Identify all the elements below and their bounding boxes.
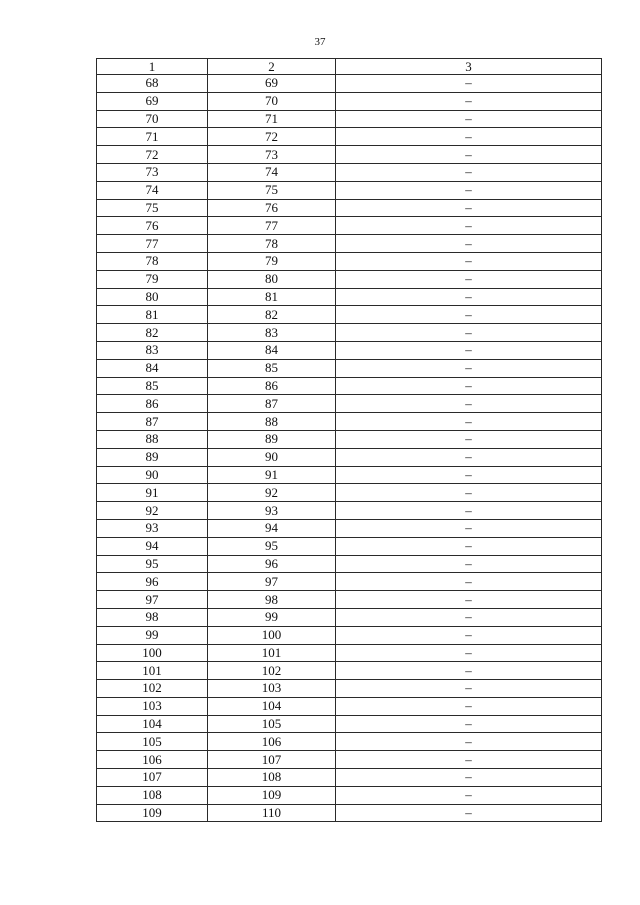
table-row [97, 697, 602, 715]
table-cell-col-1: 104 [97, 715, 208, 733]
table-row [97, 715, 602, 733]
table-row [97, 644, 602, 662]
table-row [97, 395, 602, 413]
table-cell-col-3: – [336, 217, 602, 235]
table-cell-col-2: 91 [208, 466, 336, 484]
table-row [97, 110, 602, 128]
table-cell-col-1: 89 [97, 448, 208, 466]
table-cell-col-1: 100 [97, 644, 208, 662]
table-row [97, 163, 602, 181]
table-cell-col-1: 109 [97, 804, 208, 822]
table-row [97, 733, 602, 751]
table-cell-col-2: 98 [208, 591, 336, 609]
table-cell-col-2: 107 [208, 751, 336, 769]
table-cell-col-1: 91 [97, 484, 208, 502]
table-cell-col-1: 82 [97, 324, 208, 342]
table-row [97, 484, 602, 502]
table-cell-col-2: 78 [208, 235, 336, 253]
table-cell-col-1: 87 [97, 413, 208, 431]
table-cell-col-2: 74 [208, 163, 336, 181]
table-cell-col-1: 70 [97, 110, 208, 128]
table-cell-col-2: 97 [208, 573, 336, 591]
table-row [97, 662, 602, 680]
data-table [96, 58, 602, 822]
table-cell-col-2: 76 [208, 199, 336, 217]
table-row [97, 751, 602, 769]
table-cell-col-2: 104 [208, 697, 336, 715]
table-cell-col-2: 87 [208, 395, 336, 413]
table-cell-col-3: – [336, 484, 602, 502]
table-cell-col-1: 88 [97, 430, 208, 448]
table-cell-col-3: – [336, 733, 602, 751]
table-cell-col-3: – [336, 786, 602, 804]
table-cell-col-3: – [336, 662, 602, 680]
table-cell-col-2: 77 [208, 217, 336, 235]
table-cell-col-2: 72 [208, 128, 336, 146]
table-cell-col-1: 79 [97, 270, 208, 288]
table-row [97, 359, 602, 377]
table-cell-col-1: 68 [97, 75, 208, 93]
table-cell-col-3: – [336, 92, 602, 110]
table-row [97, 804, 602, 822]
table-cell-col-1: 86 [97, 395, 208, 413]
table-cell-col-3: – [336, 341, 602, 359]
table-cell-col-3: – [336, 146, 602, 164]
table-row [97, 573, 602, 591]
table-cell-col-3: – [336, 270, 602, 288]
table-cell-col-3: – [336, 235, 602, 253]
table-row [97, 128, 602, 146]
table-row [97, 786, 602, 804]
table-cell-col-1: 81 [97, 306, 208, 324]
table-cell-col-1: 99 [97, 626, 208, 644]
table-row [97, 537, 602, 555]
table-cell-col-2: 73 [208, 146, 336, 164]
table-cell-col-3: – [336, 769, 602, 787]
table-cell-col-3: – [336, 359, 602, 377]
table-cell-col-1: 84 [97, 359, 208, 377]
table-cell-col-1: 92 [97, 502, 208, 520]
table-cell-col-2: 82 [208, 306, 336, 324]
table-cell-col-2: 94 [208, 519, 336, 537]
table-cell-col-3: – [336, 75, 602, 93]
table-cell-col-1: 94 [97, 537, 208, 555]
table-cell-col-2: 93 [208, 502, 336, 520]
table-cell-col-2: 75 [208, 181, 336, 199]
table-row [97, 769, 602, 787]
table-cell-col-3: – [336, 715, 602, 733]
table-row [97, 146, 602, 164]
table-cell-col-1: 107 [97, 769, 208, 787]
table-cell-col-2: 108 [208, 769, 336, 787]
table-row [97, 502, 602, 520]
table-cell-col-3: – [336, 751, 602, 769]
table-row [97, 608, 602, 626]
table-cell-col-1: 85 [97, 377, 208, 395]
table-cell-col-3: – [336, 199, 602, 217]
table-cell-col-3: – [336, 608, 602, 626]
table-cell-col-1: 69 [97, 92, 208, 110]
table-row [97, 235, 602, 253]
table-row [97, 306, 602, 324]
table-cell-col-1: 106 [97, 751, 208, 769]
table-row [97, 341, 602, 359]
table-cell-col-3: – [336, 306, 602, 324]
table-cell-col-2: 101 [208, 644, 336, 662]
table-cell-col-2: 90 [208, 448, 336, 466]
column-header-1: 1 [97, 59, 208, 75]
table-row [97, 324, 602, 342]
table-cell-col-3: – [336, 413, 602, 431]
table-cell-col-2: 71 [208, 110, 336, 128]
table-cell-col-2: 89 [208, 430, 336, 448]
table-cell-col-2: 92 [208, 484, 336, 502]
table-cell-col-1: 96 [97, 573, 208, 591]
table-cell-col-2: 99 [208, 608, 336, 626]
table-cell-col-2: 95 [208, 537, 336, 555]
table-cell-col-3: – [336, 163, 602, 181]
table-cell-col-2: 84 [208, 341, 336, 359]
table-cell-col-1: 103 [97, 697, 208, 715]
column-header-2: 2 [208, 59, 336, 75]
table-row [97, 430, 602, 448]
table-cell-col-1: 72 [97, 146, 208, 164]
table-row [97, 199, 602, 217]
table-cell-col-1: 74 [97, 181, 208, 199]
table-row [97, 288, 602, 306]
table-cell-col-2: 88 [208, 413, 336, 431]
table-cell-col-2: 86 [208, 377, 336, 395]
table-row [97, 519, 602, 537]
table-cell-col-1: 80 [97, 288, 208, 306]
table-cell-col-3: – [336, 466, 602, 484]
table-cell-col-2: 79 [208, 252, 336, 270]
table-body [97, 75, 602, 822]
header-row [97, 59, 602, 75]
table-cell-col-3: – [336, 804, 602, 822]
table-cell-col-3: – [336, 288, 602, 306]
table-cell-col-3: – [336, 324, 602, 342]
table-cell-col-2: 81 [208, 288, 336, 306]
table-row [97, 377, 602, 395]
table-cell-col-2: 96 [208, 555, 336, 573]
table-row [97, 680, 602, 698]
table-cell-col-1: 93 [97, 519, 208, 537]
table-cell-col-1: 101 [97, 662, 208, 680]
table-cell-col-3: – [336, 377, 602, 395]
table-row [97, 181, 602, 199]
table-cell-col-3: – [336, 680, 602, 698]
table-cell-col-2: 69 [208, 75, 336, 93]
table-row [97, 92, 602, 110]
table-cell-col-1: 97 [97, 591, 208, 609]
table-cell-col-1: 77 [97, 235, 208, 253]
table-row [97, 270, 602, 288]
table-cell-col-3: – [336, 502, 602, 520]
table-row [97, 252, 602, 270]
table-row [97, 626, 602, 644]
table-cell-col-1: 73 [97, 163, 208, 181]
table-cell-col-1: 90 [97, 466, 208, 484]
table-cell-col-3: – [336, 519, 602, 537]
table-cell-col-1: 78 [97, 252, 208, 270]
table-cell-col-1: 102 [97, 680, 208, 698]
table-row [97, 555, 602, 573]
table-cell-col-2: 105 [208, 715, 336, 733]
table-cell-col-1: 75 [97, 199, 208, 217]
table-cell-col-3: – [336, 555, 602, 573]
table-cell-col-1: 108 [97, 786, 208, 804]
table-row [97, 448, 602, 466]
table-header [97, 59, 602, 75]
page-number: 37 [314, 36, 326, 48]
table-cell-col-2: 109 [208, 786, 336, 804]
table-cell-col-2: 110 [208, 804, 336, 822]
table-cell-col-1: 76 [97, 217, 208, 235]
table-row [97, 591, 602, 609]
table-cell-col-2: 85 [208, 359, 336, 377]
table-cell-col-1: 105 [97, 733, 208, 751]
table-cell-col-2: 103 [208, 680, 336, 698]
table-cell-col-3: – [336, 181, 602, 199]
column-header-3: 3 [336, 59, 602, 75]
table-cell-col-2: 100 [208, 626, 336, 644]
table-cell-col-3: – [336, 448, 602, 466]
table-cell-col-1: 83 [97, 341, 208, 359]
table-row [97, 413, 602, 431]
table-cell-col-1: 98 [97, 608, 208, 626]
table-cell-col-3: – [336, 626, 602, 644]
table-cell-col-2: 70 [208, 92, 336, 110]
table-cell-col-1: 95 [97, 555, 208, 573]
table-row [97, 466, 602, 484]
table-cell-col-3: – [336, 128, 602, 146]
table-row [97, 217, 602, 235]
table-cell-col-1: 71 [97, 128, 208, 146]
table-cell-col-2: 80 [208, 270, 336, 288]
table-cell-col-3: – [336, 697, 602, 715]
table-cell-col-2: 83 [208, 324, 336, 342]
table-cell-col-3: – [336, 252, 602, 270]
table-cell-col-2: 102 [208, 662, 336, 680]
table-row [97, 75, 602, 93]
table-cell-col-3: – [336, 430, 602, 448]
table-cell-col-3: – [336, 395, 602, 413]
table-cell-col-3: – [336, 110, 602, 128]
table-cell-col-3: – [336, 537, 602, 555]
table-cell-col-3: – [336, 573, 602, 591]
table-cell-col-2: 106 [208, 733, 336, 751]
table-cell-col-3: – [336, 644, 602, 662]
table-cell-col-3: – [336, 591, 602, 609]
